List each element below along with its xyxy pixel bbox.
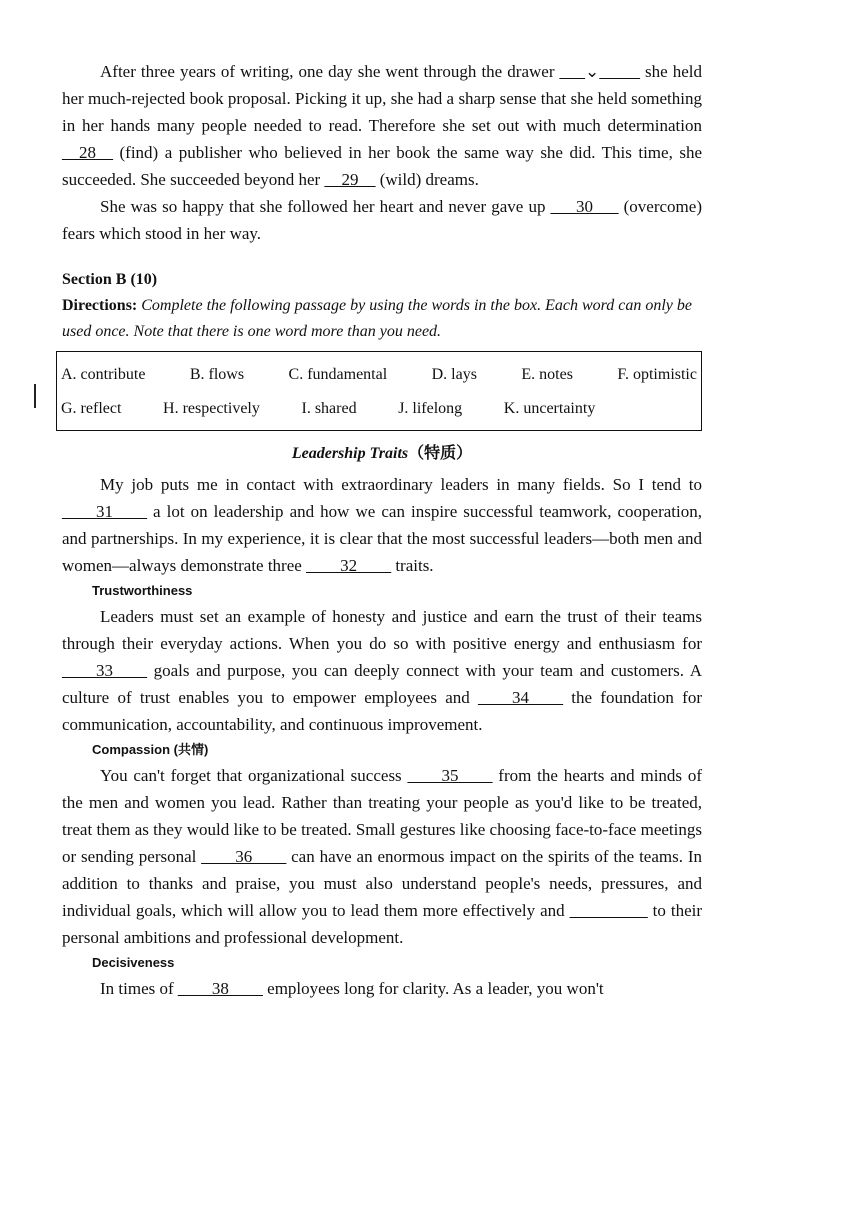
word-option-g: G. reflect bbox=[61, 400, 122, 417]
paragraph-1 bbox=[62, 58, 702, 193]
word-option-h: H. respectively bbox=[163, 400, 260, 417]
blank-34: ____34____ bbox=[478, 688, 564, 707]
word-option-e: E. notes bbox=[521, 366, 573, 383]
pen-mark: ⌄ bbox=[585, 62, 600, 81]
word-option-a: A. contribute bbox=[61, 366, 146, 383]
document-page bbox=[62, 58, 702, 1002]
para1-text-d: (wild) dreams. bbox=[375, 170, 479, 189]
p4-text-a: In times of bbox=[100, 979, 178, 998]
para1-text-b: she held her much-rejected book proposal. Picking it up, she had a sharp sense that she held something in her hands many people needed to read. Therefore she set out with much determination bbox=[62, 62, 702, 135]
heading-compassion: Compassion (共情) bbox=[92, 742, 209, 757]
blank-37: ____ ____ bbox=[569, 901, 648, 920]
word-box bbox=[56, 351, 702, 431]
para1-text-c: (find) a publisher who believed in her book the same way she did. This time, she succeeded. She succeeded beyond her bbox=[62, 143, 702, 189]
word-row-spacer bbox=[637, 392, 697, 426]
directions-text: Complete the following passage by using the words in the box. Each word can only be used once. Note that there is one word more than you need. bbox=[62, 297, 692, 340]
passage-title-cn: （特质） bbox=[408, 445, 473, 462]
blank-38: ____38____ bbox=[177, 979, 263, 998]
blank-30: ___30___ bbox=[550, 197, 619, 216]
p3-text-d: to their personal ambitions and professional development. bbox=[62, 901, 703, 947]
p1-text-b: a lot on leadership and how we can inspire successful teamwork, cooperation, and partnerships. In my experience, it is clear that the most successful leaders—both men and women—always demonstrate three bbox=[62, 502, 702, 575]
p3-text-c: can have an enormous impact on the spirits of the teams. In addition to thanks and praise, you must also understand people's needs, pressures, and individual goals, which will allow you to lead them more effectively and bbox=[62, 847, 703, 920]
word-row-2 bbox=[61, 392, 697, 426]
heading-trustworthiness: Trustworthiness bbox=[92, 583, 193, 598]
word-row-1 bbox=[61, 358, 697, 392]
directions bbox=[62, 293, 702, 345]
word-option-k: K. uncertainty bbox=[503, 400, 596, 417]
word-option-c: C. fundamental bbox=[288, 366, 388, 383]
blank-32: ____32____ bbox=[306, 556, 392, 575]
blank-33: ____33____ bbox=[62, 661, 147, 680]
passage-title bbox=[62, 441, 702, 467]
p3-text-a: You can't forget that organizational success bbox=[100, 766, 408, 785]
margin-mark bbox=[34, 384, 36, 408]
blank-29: __29__ bbox=[324, 170, 376, 189]
blank-27-b: ___ bbox=[599, 62, 640, 81]
para2-text-b: (overcome) fears which stood in her way. bbox=[62, 197, 702, 243]
passage-title-text: Leadership Traits bbox=[291, 445, 409, 462]
passage-paragraph-3 bbox=[62, 762, 702, 951]
p1-text-c: traits. bbox=[391, 556, 434, 575]
p2-text-b: goals and purpose, you can deeply connect with your team and customers. A culture of trust enables you to empower employees and bbox=[62, 661, 702, 707]
blank-31: ____31____ bbox=[62, 502, 147, 521]
word-option-i: I. shared bbox=[301, 400, 357, 417]
blank-36: ____36____ bbox=[201, 847, 287, 866]
word-option-d: D. lays bbox=[431, 366, 477, 383]
blank-35: ____35____ bbox=[407, 766, 493, 785]
p2-text-c: the foundation for communication, accountability, and continuous improvement. bbox=[62, 688, 703, 734]
word-option-j: J. lifelong bbox=[398, 400, 463, 417]
p2-text-a: Leaders must set an example of honesty and justice and earn the trust of their teams through their everyday actions. When you do so with positive energy and enthusiasm for bbox=[62, 607, 702, 653]
p3-text-b: from the hearts and minds of the men and women you lead. Rather than treating your people as you'd like to be treated, treat them as they would like to be treated. Small gestures like choosing face-to-face meetings or sending personal bbox=[62, 766, 702, 866]
p4-text-b: employees long for clarity. As a leader, you won't bbox=[262, 979, 604, 998]
passage-paragraph-1 bbox=[62, 471, 702, 579]
blank-27-a: ___ bbox=[559, 62, 586, 81]
blank-28: __28__ bbox=[62, 143, 113, 162]
directions-label: Directions: bbox=[62, 297, 138, 314]
word-option-b: B. flows bbox=[189, 366, 245, 383]
passage-paragraph-4 bbox=[62, 975, 702, 1002]
passage-paragraph-2 bbox=[62, 603, 702, 738]
word-option-f: F. optimistic bbox=[617, 366, 697, 383]
heading-decisiveness: Decisiveness bbox=[92, 955, 175, 970]
para1-text-a: After three years of writing, one day she went through the drawer bbox=[100, 62, 560, 81]
para2-text-a: She was so happy that she followed her heart and never gave up bbox=[100, 197, 551, 216]
p1-text-a: My job puts me in contact with extraordinary leaders in many fields. So I tend to bbox=[100, 475, 702, 494]
section-b-title: Section B (10) bbox=[62, 271, 158, 288]
paragraph-2 bbox=[62, 193, 702, 247]
